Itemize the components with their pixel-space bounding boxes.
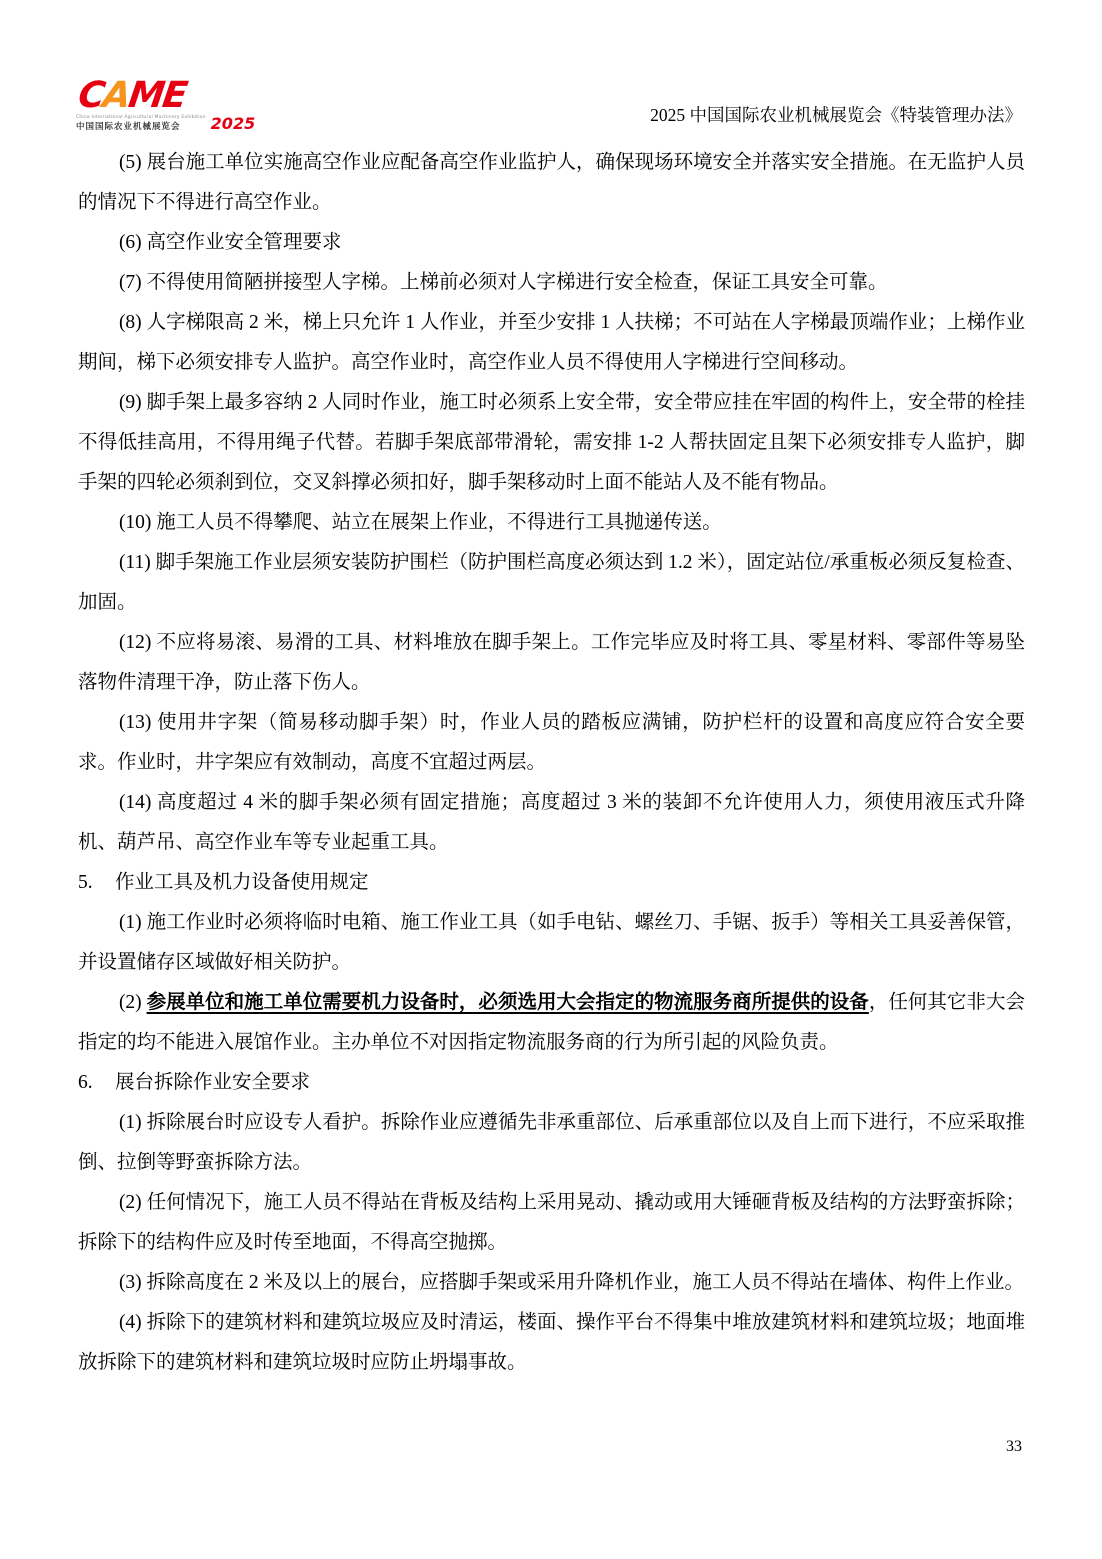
paragraph-item-5: (5) 展台施工单位实施高空作业应配备高空作业监护人，确保现场环境安全并落实安全措施。在无监护人员的情况下不得进行高空作业。 <box>78 152 1025 213</box>
paragraph-item-11: (11) 脚手架施工作业层须安装防护围栏（防护围栏高度必须达到 1.2 米），固定站位/承重板必须反复检查、加固。 <box>78 552 1025 613</box>
paragraph-sec6-item-3: (3) 拆除高度在 2 米及以上的展台，应搭脚手架或采用升降机作业，施工人员不得站在墙体、构件上作业。 <box>118 1272 1025 1293</box>
bold-underlined-clause: 参展单位和施工单位需要机力设备时，必须选用大会指定的物流服务商所提供的设备 <box>146 992 869 1013</box>
section-title: 作业工具及机力设备使用规定 <box>115 872 369 893</box>
paragraph-item-7: (7) 不得使用简陋拼接型人字梯。上梯前必须对人字梯进行安全检查，保证工具安全可靠。 <box>118 272 888 293</box>
paragraph-item-9: (9) 脚手架上最多容纳 2 人同时作业，施工时必须系上安全带，安全带应挂在牢固的构件上，安全带的栓挂不得低挂高用，不得用绳子代替。若脚手架底部带滑轮，需安排 1-2 人帮扶固定且架下必须安排专人监护，脚手架的四轮必须刹到位，交叉斜撑必须扣好，脚手架移动时上面不能站人及不能有物品。 <box>78 392 1025 493</box>
paragraph-sec6-item-2: (2) 任何情况下，施工人员不得站在背板及结构上采用晃动、撬动或用大锤砸背板及结构的方法野蛮拆除；拆除下的结构件应及时传至地面，不得高空抛掷。 <box>78 1192 1025 1253</box>
paragraph-item-6: (6) 高空作业安全管理要求 <box>118 232 342 253</box>
paragraph-item-12: (12) 不应将易滚、易滑的工具、材料堆放在脚手架上。工作完毕应及时将工具、零星材料、零部件等易坠落物件清理干净，防止落下伤人。 <box>78 632 1025 693</box>
paragraph-sec6-item-1: (1) 拆除展台时应设专人看护。拆除作业应遵循先非承重部位、后承重部位以及自上而下进行，不应采取推倒、拉倒等野蛮拆除方法。 <box>78 1112 1025 1173</box>
came-logo-brand: CAME <box>75 75 189 116</box>
paragraph-prefix: (2) <box>118 992 147 1013</box>
paragraph-sec6-item-4: (4) 拆除下的建筑材料和建筑垃圾应及时清运，楼面、操作平台不得集中堆放建筑材料和建筑垃圾；地面堆放拆除下的建筑材料和建筑垃圾时应防止坍塌事故。 <box>78 1312 1025 1373</box>
section-number: 6. <box>78 1072 93 1093</box>
section-number: 5. <box>78 872 93 893</box>
paragraph-item-13: (13) 使用井字架（简易移动脚手架）时，作业人员的踏板应满铺，防护栏杆的设置和高度应符合安全要求。作业时，井字架应有效制动，高度不宜超过两层。 <box>78 712 1025 773</box>
page-number: 33 <box>1006 1438 1022 1455</box>
section-heading-5 <box>78 863 1025 903</box>
logo-caption-chinese: 中国国际农业机械展览会 <box>76 122 181 132</box>
paragraph-item-14: (14) 高度超过 4 米的脚手架必须有固定措施；高度超过 3 米的装卸不允许使用人力，须使用液压式升降机、葫芦吊、高空作业车等专业起重工具。 <box>78 792 1025 853</box>
logo-year: 2025 <box>210 114 256 133</box>
came-logo <box>75 75 256 133</box>
paragraph-suffix: ，任何其它非大会指定的均不能进入展馆作业。主办单位不对因指定物流服务商的行为所引起的风险负责。 <box>78 992 1025 1053</box>
document-header-title: 2025 中国国际农业机械展览会《特装管理办法》 <box>650 105 1022 125</box>
paragraph-item-10: (10) 施工人员不得攀爬、站立在展架上作业，不得进行工具抛递传送。 <box>118 512 722 533</box>
section-heading-6 <box>78 1063 1025 1103</box>
logo-caption-english: China International Agricultural Machinery Exhibition <box>76 115 206 120</box>
paragraph-item-8: (8) 人字梯限高 2 米，梯上只允许 1 人作业，并至少安排 1 人扶梯；不可站在人字梯最顶端作业；上梯作业期间，梯下必须安排专人监护。高空作业时，高空作业人员不得使用人字梯进行空间移动。 <box>78 312 1025 373</box>
paragraph-sec5-item-2 <box>78 983 1025 1063</box>
section-title: 展台拆除作业安全要求 <box>115 1072 311 1093</box>
document-body <box>78 143 1025 1383</box>
paragraph-sec5-item-1: (1) 施工作业时必须将临时电箱、施工作业工具（如手电钻、螺丝刀、手锯、扳手）等相关工具妥善保管，并设置储存区域做好相关防护。 <box>78 912 1025 973</box>
